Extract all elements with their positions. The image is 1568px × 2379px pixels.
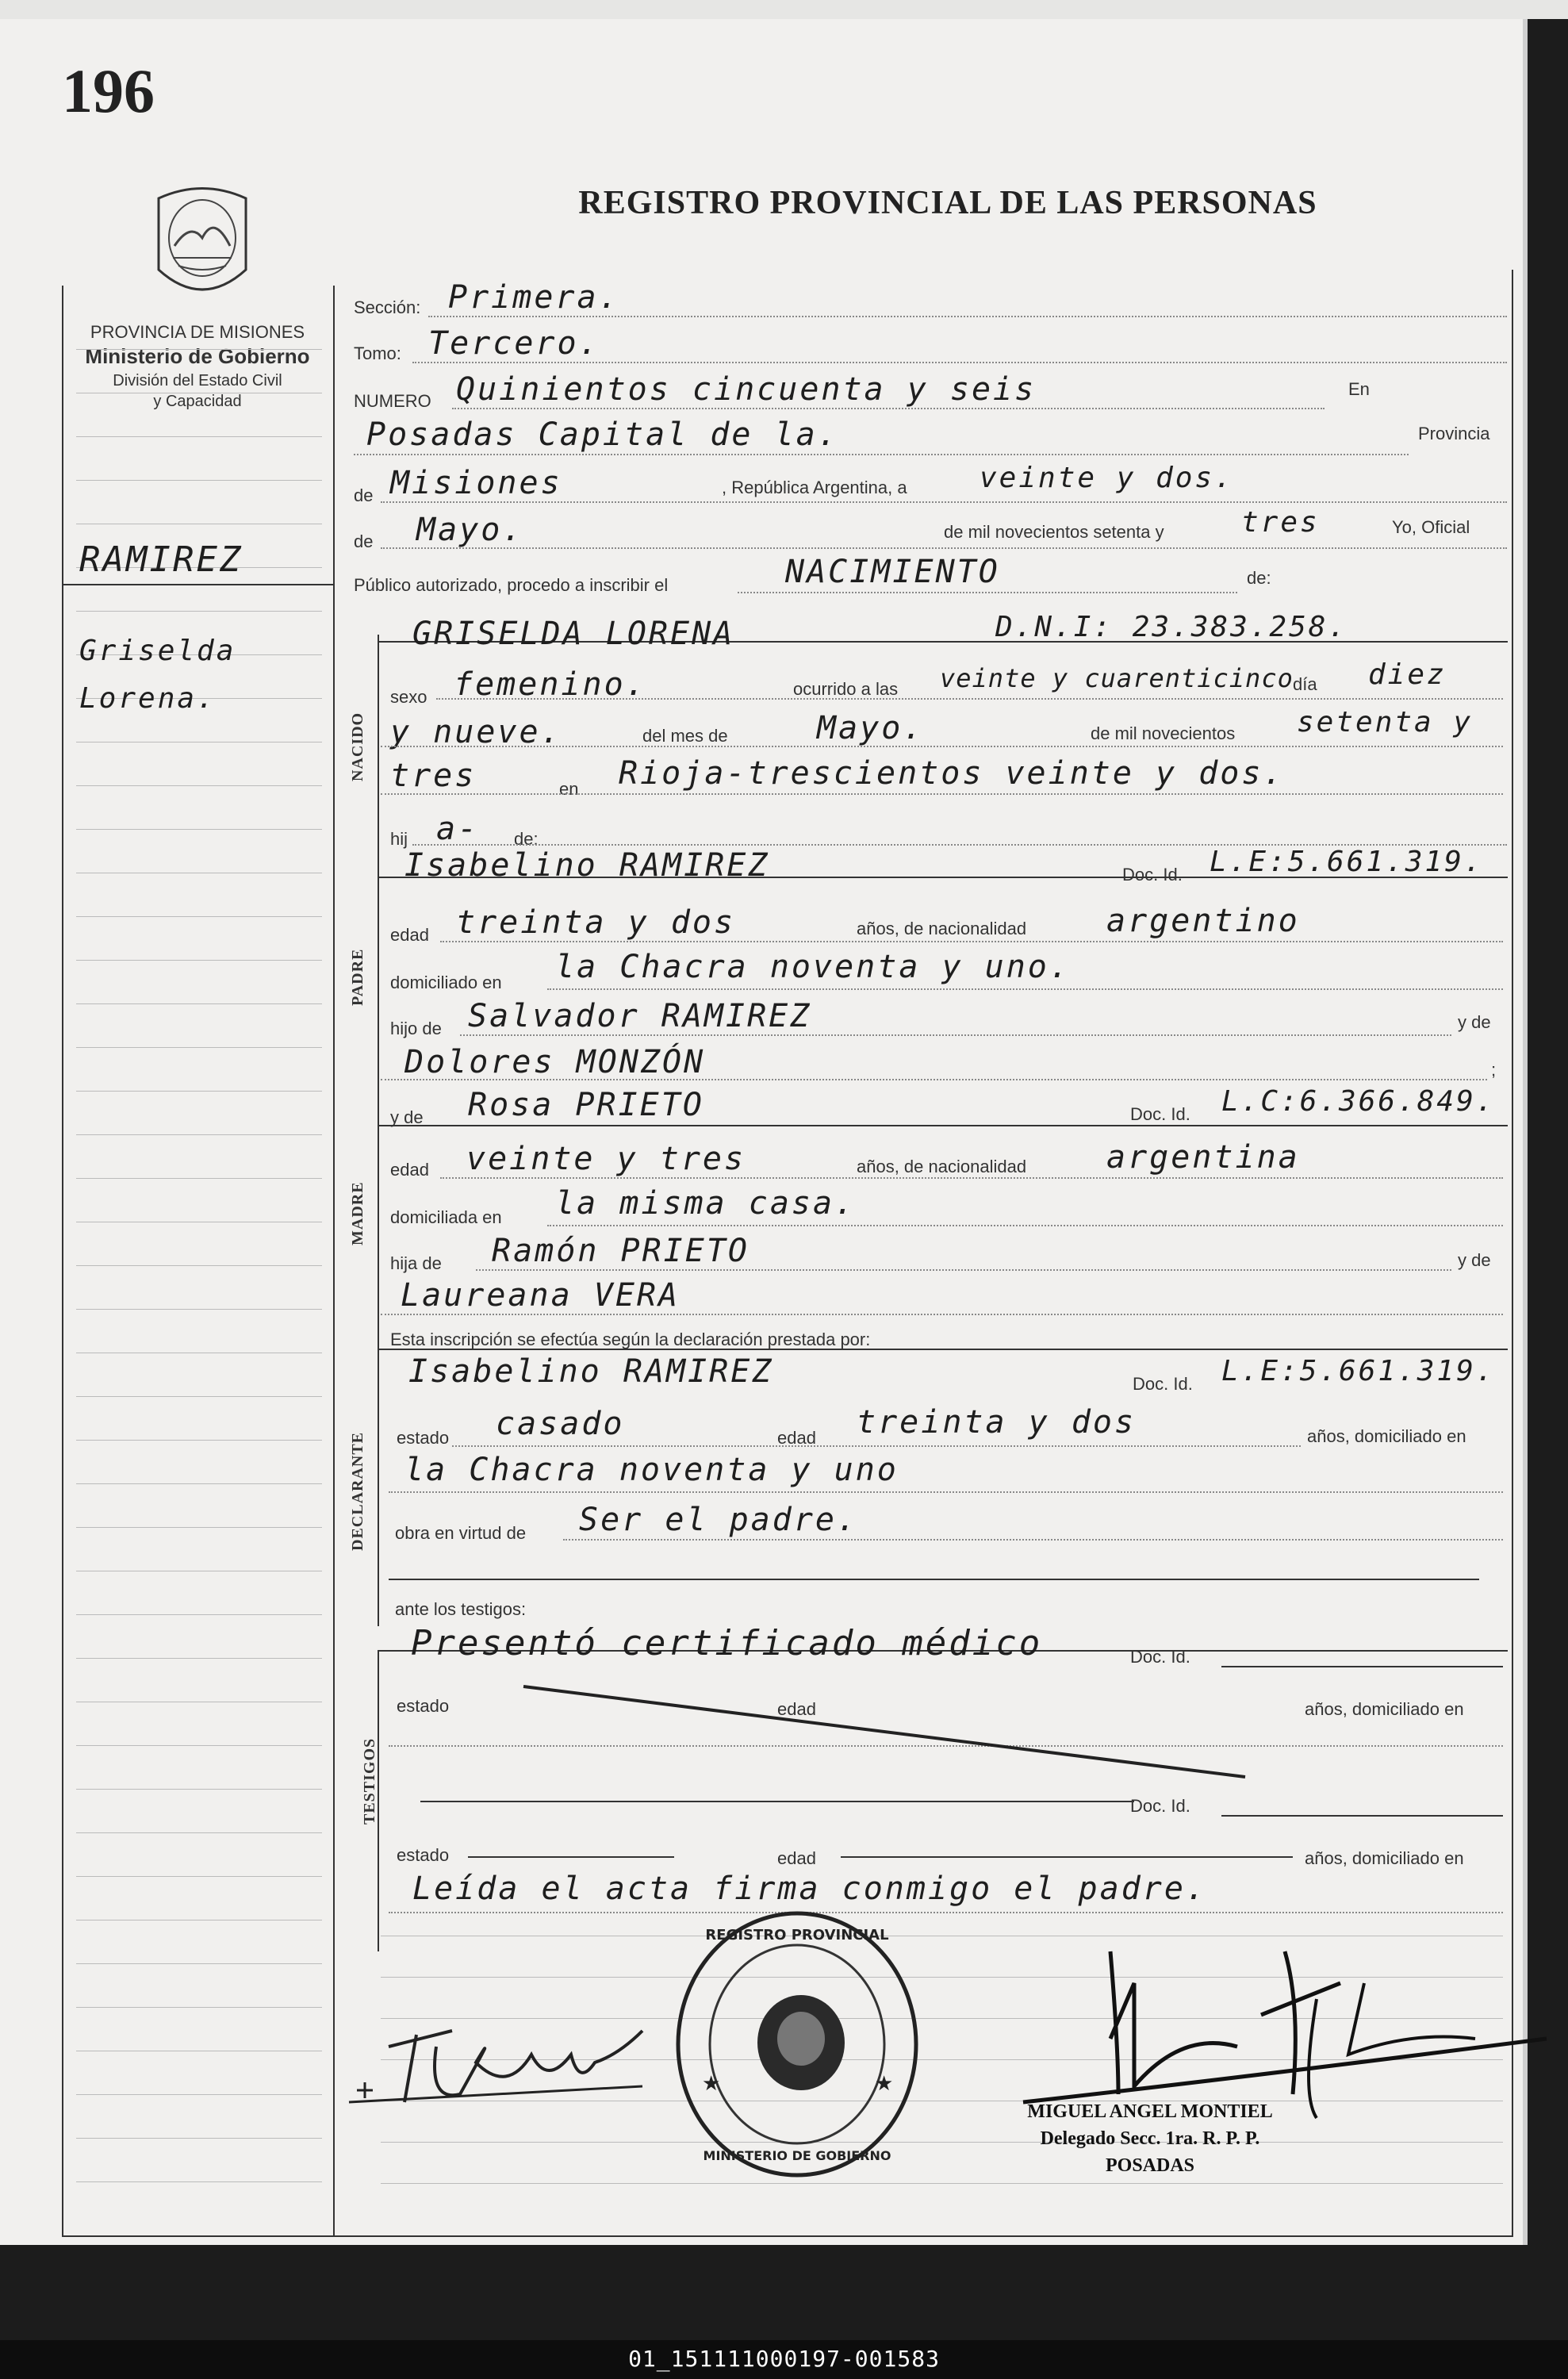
madre-doc: L.C:6.366.849.: [1221, 1085, 1496, 1118]
madre-yde-label: y de: [390, 1107, 424, 1127]
declarante-doc-label: Doc. Id.: [1133, 1374, 1193, 1394]
bottom-border: [62, 2235, 1513, 2237]
padre-edad-label: edad: [390, 925, 429, 945]
madre-hija-line: [476, 1269, 1451, 1271]
margin-ruled-line: [76, 1047, 322, 1048]
numero-label: NUMERO: [354, 391, 431, 411]
padre-hijo-line: [460, 1034, 1451, 1036]
tomo-value: Tercero.: [428, 325, 600, 362]
testigos-void-line: [420, 1801, 1134, 1802]
madre-y-de: Laureana VERA: [401, 1277, 680, 1314]
madre-section-label: MADRE: [349, 1181, 366, 1245]
provincia-line: [381, 501, 1507, 503]
padre-yde-line: [381, 1079, 1487, 1080]
nacido-en-label: en: [559, 779, 579, 799]
acta-cierre: Leída el acta firma conmigo el padre.: [412, 1871, 1208, 1907]
de3-label: de:: [1247, 568, 1271, 588]
declarante-obra-label: obra en virtud de: [395, 1523, 527, 1543]
margin-ruled-line: [76, 480, 322, 481]
testigos-estado-fill: [468, 1856, 674, 1858]
madre-nombre: Rosa PRIETO: [468, 1087, 704, 1123]
en-label: En: [1348, 379, 1370, 399]
testigos-estado-label-1: estado: [397, 1696, 450, 1716]
dia1-value: diez: [1368, 658, 1447, 691]
padre-edad-line: [440, 941, 1503, 942]
padre-doc-label: Doc. Id.: [1122, 865, 1183, 884]
padre-semicolon: ;: [1491, 1060, 1497, 1080]
madre-domicilio: la misma casa.: [555, 1185, 857, 1222]
declarante-doc: L.E:5.661.319.: [1221, 1355, 1496, 1387]
margin-ruled-line: [76, 1483, 322, 1484]
mes-label: del mes de: [642, 726, 728, 746]
madre-yde2-label: y de: [1458, 1250, 1491, 1270]
tipo-value: NACIMIENTO: [785, 554, 1000, 590]
hij-value: a-: [436, 811, 480, 847]
margin-ruled-line: [76, 1963, 322, 1964]
margin-ruled-line: [76, 1091, 322, 1092]
official-name-block: [999, 2098, 1301, 2179]
testigos-nota: Presentó certificado médico: [411, 1623, 1043, 1663]
margin-given-name-2: Lorena.: [79, 682, 217, 715]
margin-ruled-line: [76, 1003, 322, 1004]
official-name: MIGUEL ANGEL MONTIEL: [1027, 2101, 1273, 2122]
testigos-edad-fill: [841, 1856, 1293, 1858]
anio-value: tres: [1241, 506, 1320, 539]
declarante-edad-label: edad: [777, 1428, 816, 1448]
provincia-value: Misiones: [390, 465, 562, 501]
publico-label: Público autorizado, procedo a inscribir el: [354, 575, 669, 595]
testigos-edad-label-1: edad: [777, 1699, 816, 1719]
margin-ruled-line: [76, 1134, 322, 1135]
dia2-line: [381, 746, 1503, 747]
numero-line: [452, 408, 1325, 409]
margin-divider: [62, 584, 333, 585]
madre-edad: veinte y tres: [466, 1141, 746, 1177]
margin-ruled-line: [76, 1309, 322, 1310]
content-ruled-line: [381, 2142, 1503, 2143]
padre-nacionalidad: argentino: [1106, 903, 1300, 939]
margin-ruled-line: [76, 1614, 322, 1615]
mes-line: [381, 547, 1507, 549]
numero-value: Quinientos cincuenta y seis: [456, 371, 1037, 408]
tomo-label: Tomo:: [354, 343, 401, 363]
tipo-line: [738, 592, 1237, 593]
svg-text:★: ★: [702, 2071, 721, 2095]
provincia-label: Provincia: [1418, 424, 1490, 443]
nacido-mes: Mayo.: [817, 710, 925, 746]
official-title: Delegado Secc. 1ra. R. P. P.: [1040, 2128, 1260, 2149]
ocurrido-label: ocurrido a las: [793, 679, 899, 699]
cierre-line: [389, 1912, 1503, 1913]
content-ruled-line: [381, 2183, 1503, 2184]
declarante-anos-label: años, domiciliado en: [1307, 1426, 1466, 1446]
svg-text:★: ★: [875, 2071, 894, 2095]
padre-yde-label: y de: [1458, 1012, 1491, 1032]
testigos-doc-line-2: [1221, 1815, 1503, 1817]
testigos-void-stroke: [508, 1674, 1253, 1785]
svg-text:REGISTRO PROVINCIAL: REGISTRO PROVINCIAL: [705, 1927, 889, 1943]
nacido-mil-label: de mil novecientos: [1091, 723, 1236, 743]
padre-y-de: Dolores MONZÓN: [404, 1044, 706, 1080]
margin-ruled-line: [76, 1658, 322, 1659]
document-title: REGISTRO PROVINCIAL DE LAS PERSONAS: [578, 185, 1317, 221]
sexo-value: femenino.: [454, 666, 647, 703]
madre-top-rule: [378, 1125, 1508, 1126]
hij-label: hij: [390, 829, 408, 849]
testigos-doc-label-2: Doc. Id.: [1130, 1796, 1190, 1816]
padre-signature: [341, 1999, 658, 2126]
margin-ruled-line: [76, 349, 322, 350]
agency-division: División del Estado Civil: [113, 372, 282, 389]
nacido-lugar: Rioja-trescientos veinte y dos.: [619, 755, 1285, 792]
republica-label: , República Argentina, a: [722, 478, 907, 497]
nacido-section-label: NACIDO: [349, 712, 366, 781]
margin-ruled-line: [76, 436, 322, 437]
sexo-line: [436, 698, 1503, 700]
folio-number: 196: [62, 56, 155, 125]
declarante-estado-line: [452, 1445, 1301, 1447]
madre-edad-line: [440, 1177, 1503, 1179]
margin-surname: RAMIREZ: [79, 539, 243, 580]
madre-edad-label: edad: [390, 1160, 429, 1180]
testigos-edad-label-2: edad: [777, 1848, 816, 1868]
declarante-section-label: DECLARANTE: [349, 1431, 366, 1551]
padre-doc: L.E:5.661.319.: [1210, 846, 1484, 878]
testigos-doc-line-1: [1221, 1666, 1503, 1667]
agency-ministry: Ministerio de Gobierno: [85, 344, 310, 368]
seccion-line: [428, 316, 1507, 317]
official-city: POSADAS: [1105, 2155, 1195, 2176]
madre-nacionalidad: argentina: [1106, 1139, 1300, 1176]
margin-ruled-line: [76, 1527, 322, 1528]
declarante-domicilio: la Chacra noventa y uno: [404, 1452, 899, 1488]
image-caption: 01_151111000197-001583: [628, 2346, 940, 2372]
madre-dom-line: [547, 1225, 1503, 1226]
padre-nac-label: años, de nacionalidad: [857, 919, 1027, 938]
padre-hijo-de: Salvador RAMIREZ: [468, 998, 812, 1034]
margin-ruled-line: [76, 2181, 322, 2182]
margin-ruled-line: [76, 611, 322, 612]
declarante-intro: Esta inscripción se efectúa según la declaración prestada por:: [390, 1330, 871, 1349]
tomo-line: [412, 362, 1507, 363]
agency-capacity: y Capacidad: [153, 393, 242, 410]
madre-dom-label: domiciliada en: [390, 1207, 502, 1227]
margin-ruled-line: [76, 1832, 322, 1833]
hora-value: veinte y cuarenticinco: [940, 663, 1294, 693]
margin-ruled-line: [76, 1396, 322, 1397]
padre-dom-label: domiciliado en: [390, 973, 502, 992]
oficial-label: Yo, Oficial: [1392, 517, 1470, 537]
hij-de-label: de:: [514, 829, 539, 849]
de-label: de: [354, 485, 374, 505]
margin-ruled-line: [76, 960, 322, 961]
mil-label: de mil novecientos setenta y: [944, 522, 1164, 542]
declarante-edad: treinta y dos: [857, 1404, 1137, 1441]
madre-doc-label: Doc. Id.: [1130, 1104, 1190, 1124]
padre-section-label: PADRE: [349, 948, 366, 1006]
testigos-doc-label-1: Doc. Id.: [1130, 1647, 1190, 1667]
declarante-close-rule: [389, 1579, 1479, 1580]
declarante-estado: casado: [496, 1406, 625, 1442]
padre-nombre: Isabelino RAMIREZ: [404, 847, 770, 884]
margin-right-border: [333, 286, 335, 2237]
de2-label: de: [354, 531, 374, 551]
margin-ruled-line: [76, 1745, 322, 1746]
lugar-value: Posadas Capital de la.: [366, 416, 839, 453]
lugar-line: [354, 454, 1409, 455]
margin-ruled-line: [76, 785, 322, 786]
margin-ruled-line: [76, 1876, 322, 1877]
margin-ruled-line: [76, 916, 322, 917]
testigos-section-label: TESTIGOS: [361, 1737, 378, 1825]
section-label-column: [378, 635, 379, 1626]
madre-nac-label: años, de nacionalidad: [857, 1157, 1027, 1176]
declarante-obra: Ser el padre.: [579, 1502, 859, 1538]
declarante-obra-line: [563, 1539, 1503, 1541]
registry-stamp-icon: [670, 1908, 924, 2181]
margin-ruled-line: [76, 1178, 322, 1179]
margin-ruled-line: [76, 1789, 322, 1790]
svg-text:MINISTERIO DE GOBIERNO: MINISTERIO DE GOBIERNO: [703, 2148, 891, 2163]
dia-value: veinte y dos.: [980, 462, 1234, 494]
provincial-seal-icon: [151, 182, 254, 309]
nacido-nombre: GRISELDA LORENA: [412, 616, 735, 652]
dia2-value: y nueve.: [390, 714, 562, 750]
padre-dom-line: [547, 988, 1503, 990]
margin-left-border: [62, 286, 63, 2237]
official-signature: [999, 1936, 1555, 2126]
seccion-value: Primera.: [448, 279, 620, 316]
margin-ruled-line: [76, 2094, 322, 2095]
dia-label: día: [1293, 674, 1317, 694]
agency-province: PROVINCIA DE MISIONES: [90, 322, 305, 342]
margin-ruled-line: [76, 829, 322, 830]
margin-ruled-line: [76, 2138, 322, 2139]
madre-hija-de: Ramón PRIETO: [492, 1233, 749, 1269]
testigos-estado-label-2: estado: [397, 1845, 450, 1865]
padre-edad: treinta y dos: [456, 904, 736, 941]
declarante-dom-line: [389, 1491, 1503, 1493]
declarante-nombre: Isabelino RAMIREZ: [408, 1353, 774, 1390]
margin-ruled-line: [76, 2007, 322, 2008]
agency-block: [60, 322, 335, 412]
madre-yde-line: [381, 1314, 1503, 1315]
declarante-estado-label: estado: [397, 1428, 450, 1448]
margin-given-name-1: Griselda: [79, 635, 236, 667]
padre-hijo-label: hijo de: [390, 1019, 442, 1038]
testigos-anos-label-2: años, domiciliado en: [1305, 1848, 1464, 1868]
anio1-value: setenta y: [1297, 706, 1474, 739]
top-edge: [0, 0, 1568, 19]
seccion-label: Sección:: [354, 297, 421, 317]
madre-hija-label: hija de: [390, 1253, 442, 1273]
nacido-dni: D.N.I: 23.383.258.: [995, 611, 1348, 643]
margin-ruled-line: [76, 1265, 322, 1266]
margin-ruled-line: [76, 1440, 322, 1441]
mes-value: Mayo.: [416, 512, 524, 548]
sexo-label: sexo: [390, 687, 427, 707]
anio2-value: tres: [390, 758, 477, 794]
lugar-line-2: [381, 793, 1503, 795]
testigos-anos-label-1: años, domiciliado en: [1305, 1699, 1464, 1719]
padre-domicilio: la Chacra noventa y uno.: [555, 949, 1071, 985]
testigos-ante-label: ante los testigos:: [395, 1599, 527, 1619]
